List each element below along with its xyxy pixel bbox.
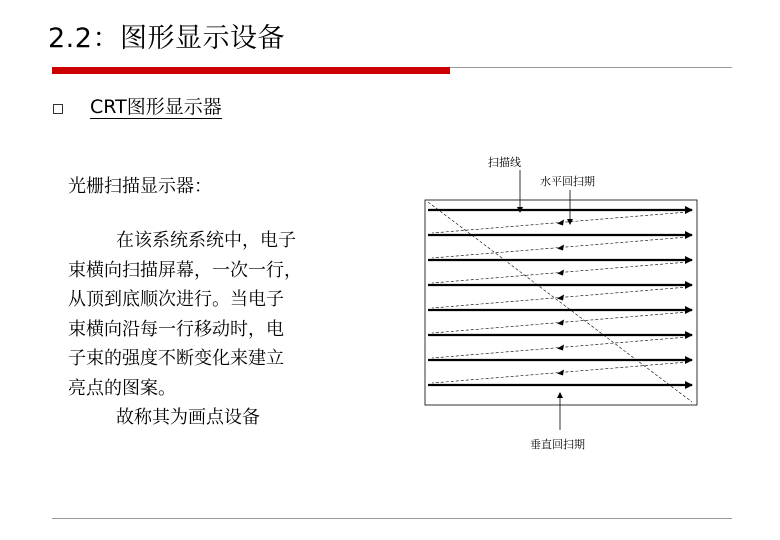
paragraph-line: 束横向扫描屏幕，一次一行， (68, 259, 302, 281)
horizontal-retrace-lines (432, 212, 688, 383)
footer-divider (52, 518, 732, 519)
title-divider (450, 67, 732, 68)
paragraph-line: 故称其为画点设备 (116, 407, 260, 428)
vertical-retrace-label: 垂直回扫期 (530, 438, 585, 451)
slide-title: 2.2：图形显示设备 (48, 23, 285, 54)
paragraph-line: 子束的强度不断变化来建立 (68, 348, 284, 369)
horizontal-retrace-label: 水平回扫期 (540, 175, 595, 188)
description-paragraph (68, 226, 368, 433)
section-subheading: 光栅扫描显示器： (68, 176, 212, 197)
paragraph-line: 束横向沿每一行移动时，电 (68, 318, 284, 340)
paragraph-line: 在该系统系统中，电子 (116, 230, 296, 251)
raster-scan-diagram (420, 150, 710, 455)
square-bullet-icon (53, 104, 63, 114)
raster-scan-svg (420, 150, 710, 455)
scan-line-label: 扫描线 (488, 156, 521, 169)
paragraph-line: 亮点的图案。 (68, 377, 176, 399)
paragraph-line: 从顶到底顺次进行。当电子 (68, 289, 284, 310)
bullet-heading: CRT图形显示器 (90, 96, 222, 118)
title-accent-bar (52, 67, 450, 74)
